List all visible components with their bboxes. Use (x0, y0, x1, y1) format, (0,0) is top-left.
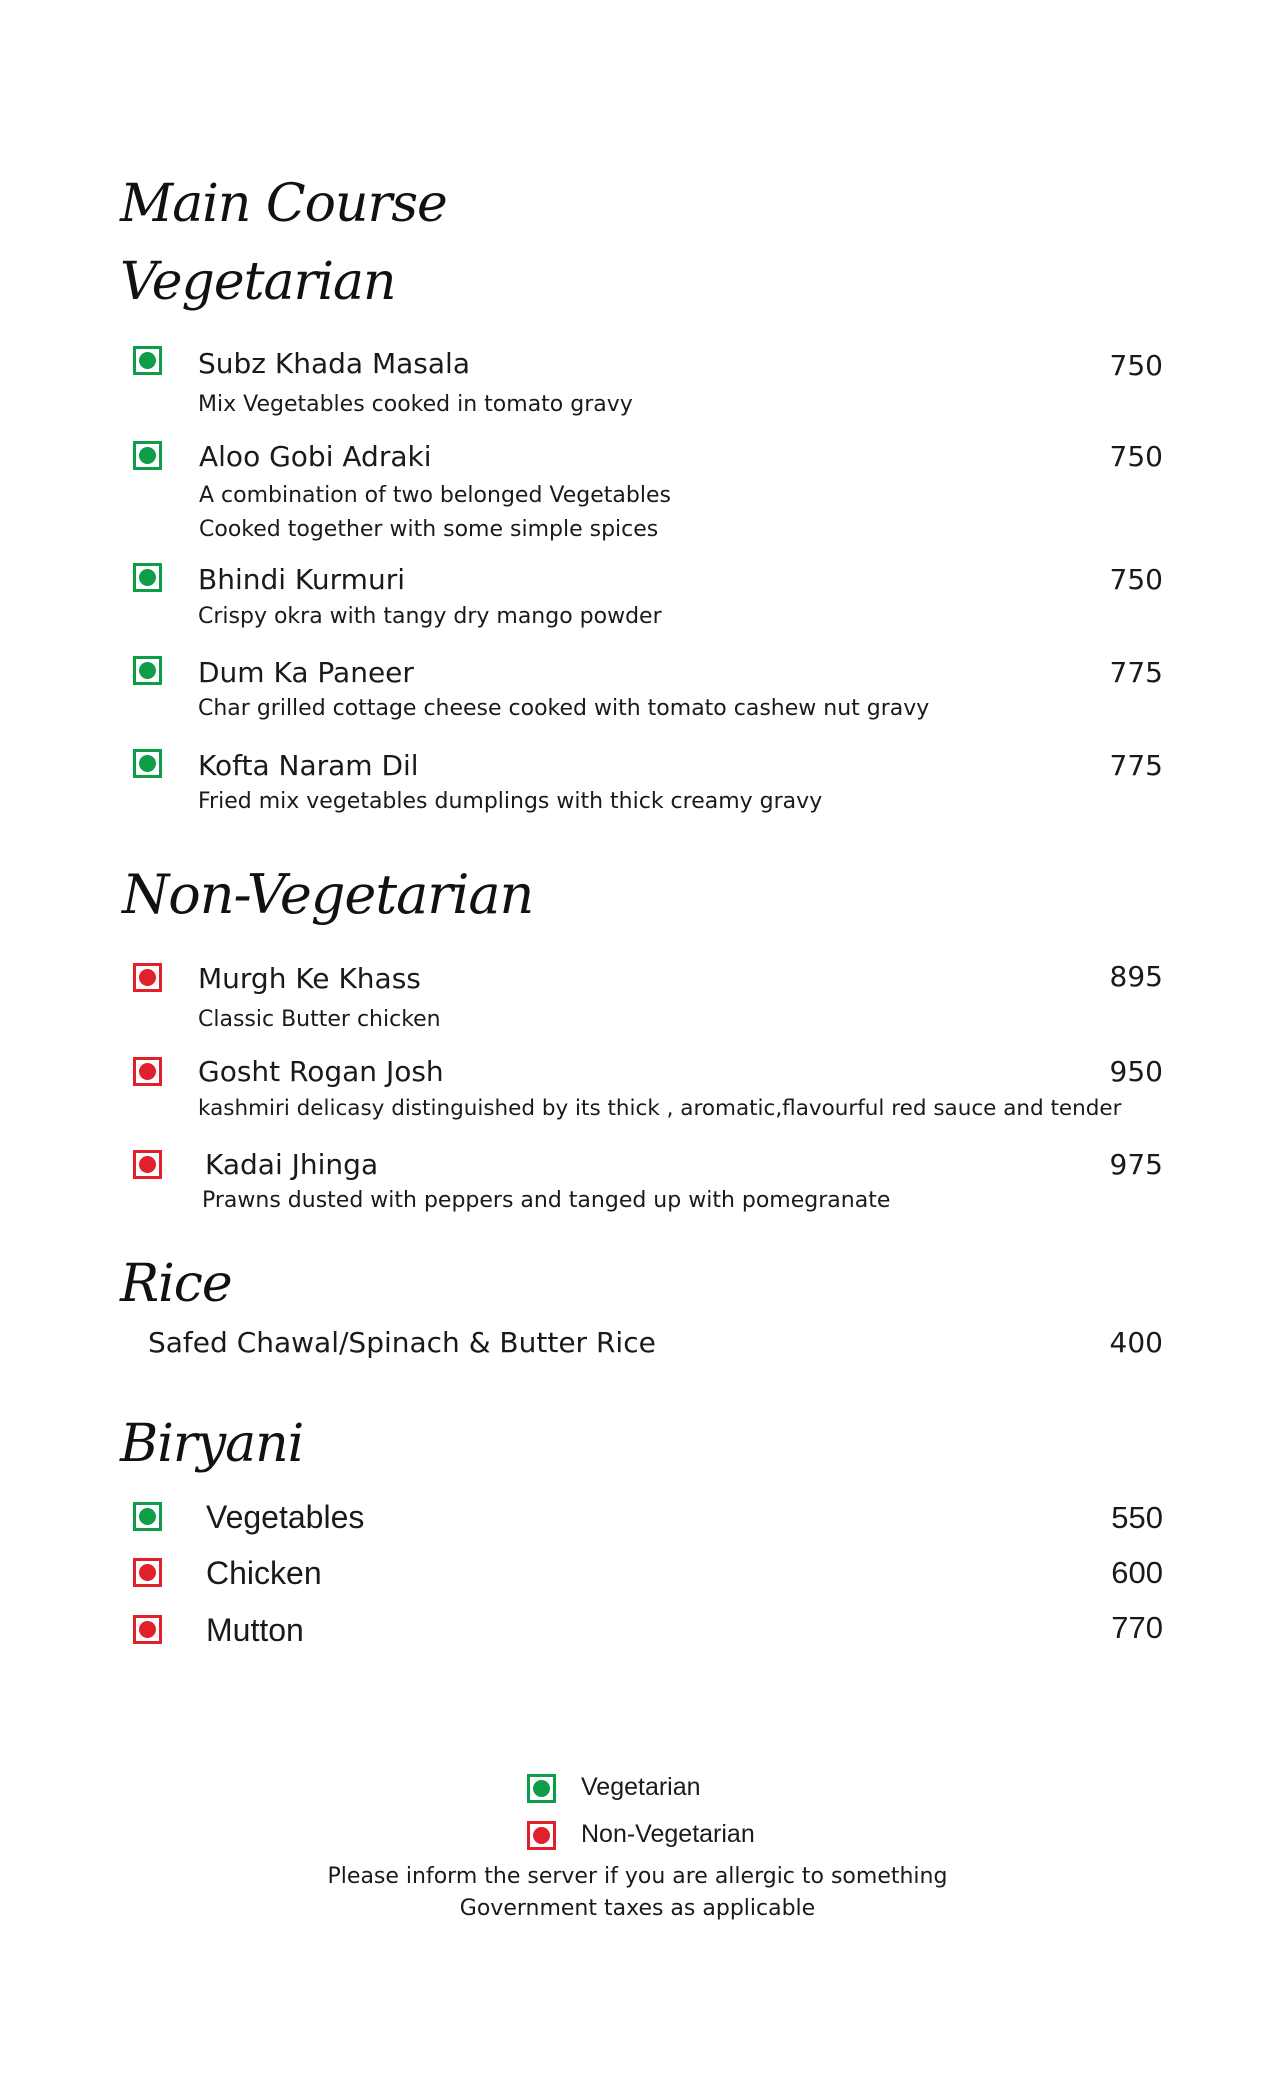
item-description: Crispy okra with tangy dry mango powder (198, 604, 662, 629)
nonveg-marker-icon (133, 1558, 162, 1587)
biryani-item-name: Chicken (206, 1555, 322, 1591)
veg-marker-icon (133, 1502, 162, 1531)
item-name: Bhindi Kurmuri (198, 563, 405, 596)
allergy-note: Please inform the server if you are allergic to something (327, 1864, 948, 1889)
item-name: Murgh Ke Khass (198, 962, 421, 995)
legend-veg-label: Vegetarian (581, 1773, 701, 1801)
item-price: 750 (1109, 563, 1163, 596)
veg-marker-icon (527, 1774, 556, 1803)
nonveg-marker-icon (133, 1057, 162, 1086)
main-course-heading: Main Course (120, 174, 447, 234)
item-name: Subz Khada Masala (198, 347, 470, 380)
veg-marker-icon (133, 563, 162, 592)
rice-heading: Rice (120, 1254, 232, 1314)
item-price: 775 (1109, 749, 1163, 782)
veg-marker-icon (133, 346, 162, 375)
item-price: 750 (1109, 440, 1163, 473)
legend-nonveg-label: Non-Vegetarian (581, 1820, 755, 1848)
item-description: Char grilled cottage cheese cooked with tomato cashew nut gravy (198, 696, 930, 721)
tax-note: Government taxes as applicable (459, 1896, 816, 1921)
nonveg-marker-icon (133, 1150, 162, 1179)
item-description: A combination of two belonged Vegetables (199, 483, 671, 508)
item-price: 750 (1109, 349, 1163, 382)
item-description: kashmiri delicasy distinguished by its thick , aromatic,flavourful red sauce and tender (198, 1096, 1122, 1121)
veg-marker-icon (133, 441, 162, 470)
item-price: 950 (1109, 1055, 1163, 1088)
item-name: Gosht Rogan Josh (198, 1055, 444, 1088)
item-name: Kofta Naram Dil (198, 749, 419, 782)
item-name: Dum Ka Paneer (198, 656, 414, 689)
item-price: 895 (1109, 960, 1163, 993)
item-name: Kadai Jhinga (205, 1148, 379, 1181)
rice-item-name: Safed Chawal/Spinach & Butter Rice (148, 1326, 656, 1359)
biryani-heading: Biryani (120, 1414, 304, 1474)
veg-marker-icon (133, 656, 162, 685)
item-description: Mix Vegetables cooked in tomato gravy (198, 392, 633, 417)
item-description: Classic Butter chicken (198, 1007, 441, 1032)
item-name: Aloo Gobi Adraki (199, 440, 432, 473)
item-description: Fried mix vegetables dumplings with thick creamy gravy (198, 789, 823, 814)
vegetarian-heading: Vegetarian (120, 252, 396, 312)
non-vegetarian-heading: Non-Vegetarian (122, 863, 534, 926)
nonveg-marker-icon (527, 1821, 556, 1850)
nonveg-marker-icon (133, 963, 162, 992)
veg-marker-icon (133, 749, 162, 778)
item-description: Cooked together with some simple spices (199, 517, 659, 542)
biryani-item-name: Vegetables (206, 1499, 365, 1535)
item-price: 975 (1109, 1148, 1163, 1181)
biryani-item-price: 770 (1111, 1610, 1163, 1645)
biryani-item-name: Mutton (206, 1612, 304, 1648)
item-description: Prawns dusted with peppers and tanged up with pomegranate (202, 1188, 891, 1213)
nonveg-marker-icon (133, 1615, 162, 1644)
biryani-item-price: 600 (1111, 1555, 1163, 1590)
rice-item-price: 400 (1109, 1326, 1163, 1359)
biryani-item-price: 550 (1111, 1500, 1163, 1535)
item-price: 775 (1109, 656, 1163, 689)
